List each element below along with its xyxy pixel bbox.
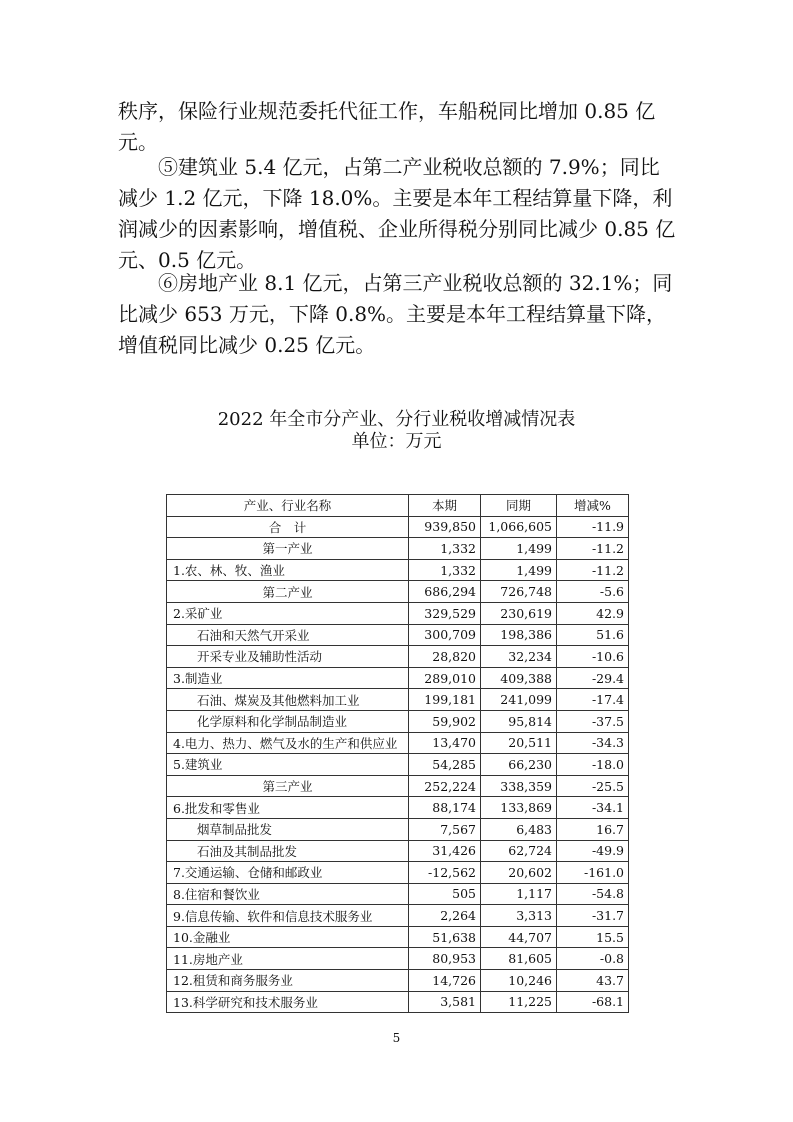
prior-cell: 20,511 xyxy=(481,732,557,754)
industry-cell: 6.批发和零售业 xyxy=(167,797,409,819)
industry-cell: 烟草制品批发 xyxy=(167,818,409,840)
industry-cell: 合 计 xyxy=(167,516,409,538)
table-row xyxy=(167,818,629,840)
current-cell: 2,264 xyxy=(409,905,481,927)
change-cell: -17.4 xyxy=(557,689,629,711)
table-row xyxy=(167,710,629,732)
change-cell: -49.9 xyxy=(557,840,629,862)
prior-cell: 6,483 xyxy=(481,818,557,840)
current-cell: 289,010 xyxy=(409,667,481,689)
prior-cell: 1,117 xyxy=(481,883,557,905)
change-cell: 15.5 xyxy=(557,926,629,948)
table-header-row xyxy=(167,495,629,517)
current-cell: 14,726 xyxy=(409,970,481,992)
current-cell: 3,581 xyxy=(409,991,481,1013)
change-cell: -68.1 xyxy=(557,991,629,1013)
table-row xyxy=(167,862,629,884)
change-cell: -161.0 xyxy=(557,862,629,884)
current-cell: 54,285 xyxy=(409,754,481,776)
industry-cell: 4.电力、热力、燃气及水的生产和供应业 xyxy=(167,732,409,754)
table-body xyxy=(167,516,629,1013)
change-cell: -11.2 xyxy=(557,538,629,560)
prior-cell: 95,814 xyxy=(481,710,557,732)
industry-cell: 石油、煤炭及其他燃料加工业 xyxy=(167,689,409,711)
change-cell: 43.7 xyxy=(557,970,629,992)
prior-cell: 409,388 xyxy=(481,667,557,689)
change-cell: 16.7 xyxy=(557,818,629,840)
industry-cell: 8.住宿和餐饮业 xyxy=(167,883,409,905)
body-paragraph-real-estate: ⑥房地产业 8.1 亿元，占第三产业税收总额的 32.1%；同比减少 653 万元，下降 0.8%。主要是本年工程结算量下降，增值税同比减少 0.25 亿元。 xyxy=(118,271,673,357)
industry-cell: 第二产业 xyxy=(167,581,409,603)
current-cell: 300,709 xyxy=(409,624,481,646)
page-number: 5 xyxy=(392,1031,401,1045)
industry-cell: 12.租赁和商务服务业 xyxy=(167,970,409,992)
current-cell: 51,638 xyxy=(409,926,481,948)
header-industry: 产业、行业名称 xyxy=(167,495,409,517)
tax-table xyxy=(166,494,629,1013)
current-cell: 939,850 xyxy=(409,516,481,538)
current-cell: 88,174 xyxy=(409,797,481,819)
prior-cell: 3,313 xyxy=(481,905,557,927)
table-row xyxy=(167,624,629,646)
prior-cell: 726,748 xyxy=(481,581,557,603)
table-row xyxy=(167,905,629,927)
industry-cell: 石油及其制品批发 xyxy=(167,840,409,862)
current-cell: 199,181 xyxy=(409,689,481,711)
current-cell: 329,529 xyxy=(409,602,481,624)
table-unit: 单位：万元 xyxy=(351,431,442,452)
change-cell: -34.3 xyxy=(557,732,629,754)
change-cell: -10.6 xyxy=(557,646,629,668)
change-cell: -25.5 xyxy=(557,775,629,797)
current-cell: -12,562 xyxy=(409,862,481,884)
current-cell: 7,567 xyxy=(409,818,481,840)
table-row xyxy=(167,883,629,905)
change-cell: -18.0 xyxy=(557,754,629,776)
change-cell: 42.9 xyxy=(557,602,629,624)
prior-cell: 198,386 xyxy=(481,624,557,646)
change-cell: 51.6 xyxy=(557,624,629,646)
table-row xyxy=(167,516,629,538)
table-row xyxy=(167,754,629,776)
prior-cell: 1,499 xyxy=(481,559,557,581)
change-cell: -29.4 xyxy=(557,667,629,689)
current-cell: 31,426 xyxy=(409,840,481,862)
change-cell: -34.1 xyxy=(557,797,629,819)
industry-cell: 2.采矿业 xyxy=(167,602,409,624)
prior-cell: 32,234 xyxy=(481,646,557,668)
table-row xyxy=(167,926,629,948)
current-cell: 1,332 xyxy=(409,559,481,581)
table-row xyxy=(167,948,629,970)
table-row xyxy=(167,732,629,754)
table-row xyxy=(167,602,629,624)
table-row xyxy=(167,646,629,668)
table-row xyxy=(167,775,629,797)
industry-cell: 石油和天然气开采业 xyxy=(167,624,409,646)
current-cell: 686,294 xyxy=(409,581,481,603)
current-cell: 252,224 xyxy=(409,775,481,797)
prior-cell: 44,707 xyxy=(481,926,557,948)
header-current: 本期 xyxy=(409,495,481,517)
industry-cell: 3.制造业 xyxy=(167,667,409,689)
industry-cell: 第三产业 xyxy=(167,775,409,797)
prior-cell: 62,724 xyxy=(481,840,557,862)
table-row xyxy=(167,797,629,819)
table-row xyxy=(167,689,629,711)
table-row xyxy=(167,559,629,581)
change-cell: -31.7 xyxy=(557,905,629,927)
prior-cell: 133,869 xyxy=(481,797,557,819)
prior-cell: 241,099 xyxy=(481,689,557,711)
change-cell: -11.2 xyxy=(557,559,629,581)
change-cell: -54.8 xyxy=(557,883,629,905)
prior-cell: 20,602 xyxy=(481,862,557,884)
body-paragraph-construction: ⑤建筑业 5.4 亿元，占第二产业税收总额的 7.9%；同比减少 1.2 亿元，下降 18.0%。主要是本年工程结算量下降，利润减少的因素影响，增值税、企业所得税分别同比减少 0.85 亿元、0.5 亿元。 xyxy=(118,155,676,272)
header-change: 增减% xyxy=(557,495,629,517)
table-row xyxy=(167,667,629,689)
prior-cell: 11,225 xyxy=(481,991,557,1013)
current-cell: 505 xyxy=(409,883,481,905)
prior-cell: 81,605 xyxy=(481,948,557,970)
industry-cell: 开采专业及辅助性活动 xyxy=(167,646,409,668)
current-cell: 59,902 xyxy=(409,710,481,732)
industry-cell: 1.农、林、牧、渔业 xyxy=(167,559,409,581)
industry-cell: 化学原料和化学制品制造业 xyxy=(167,710,409,732)
prior-cell: 66,230 xyxy=(481,754,557,776)
change-cell: -0.8 xyxy=(557,948,629,970)
table-row xyxy=(167,840,629,862)
current-cell: 13,470 xyxy=(409,732,481,754)
table-row xyxy=(167,991,629,1013)
table-row xyxy=(167,538,629,560)
current-cell: 80,953 xyxy=(409,948,481,970)
industry-cell: 第一产业 xyxy=(167,538,409,560)
change-cell: -5.6 xyxy=(557,581,629,603)
table-row xyxy=(167,581,629,603)
table-title: 2022 年全市分产业、分行业税收增减情况表 xyxy=(217,409,576,430)
industry-cell: 11.房地产业 xyxy=(167,948,409,970)
header-prior: 同期 xyxy=(481,495,557,517)
prior-cell: 1,499 xyxy=(481,538,557,560)
industry-cell: 9.信息传输、软件和信息技术服务业 xyxy=(167,905,409,927)
prior-cell: 1,066,605 xyxy=(481,516,557,538)
prior-cell: 230,619 xyxy=(481,602,557,624)
industry-cell: 13.科学研究和技术服务业 xyxy=(167,991,409,1013)
industry-cell: 7.交通运输、仓储和邮政业 xyxy=(167,862,409,884)
current-cell: 1,332 xyxy=(409,538,481,560)
industry-cell: 5.建筑业 xyxy=(167,754,409,776)
prior-cell: 10,246 xyxy=(481,970,557,992)
industry-cell: 10.金融业 xyxy=(167,926,409,948)
change-cell: -11.9 xyxy=(557,516,629,538)
table-row xyxy=(167,970,629,992)
body-paragraph: 秩序，保险行业规范委托代征工作，车船税同比增加 0.85 亿元。 xyxy=(118,99,656,154)
current-cell: 28,820 xyxy=(409,646,481,668)
change-cell: -37.5 xyxy=(557,710,629,732)
prior-cell: 338,359 xyxy=(481,775,557,797)
